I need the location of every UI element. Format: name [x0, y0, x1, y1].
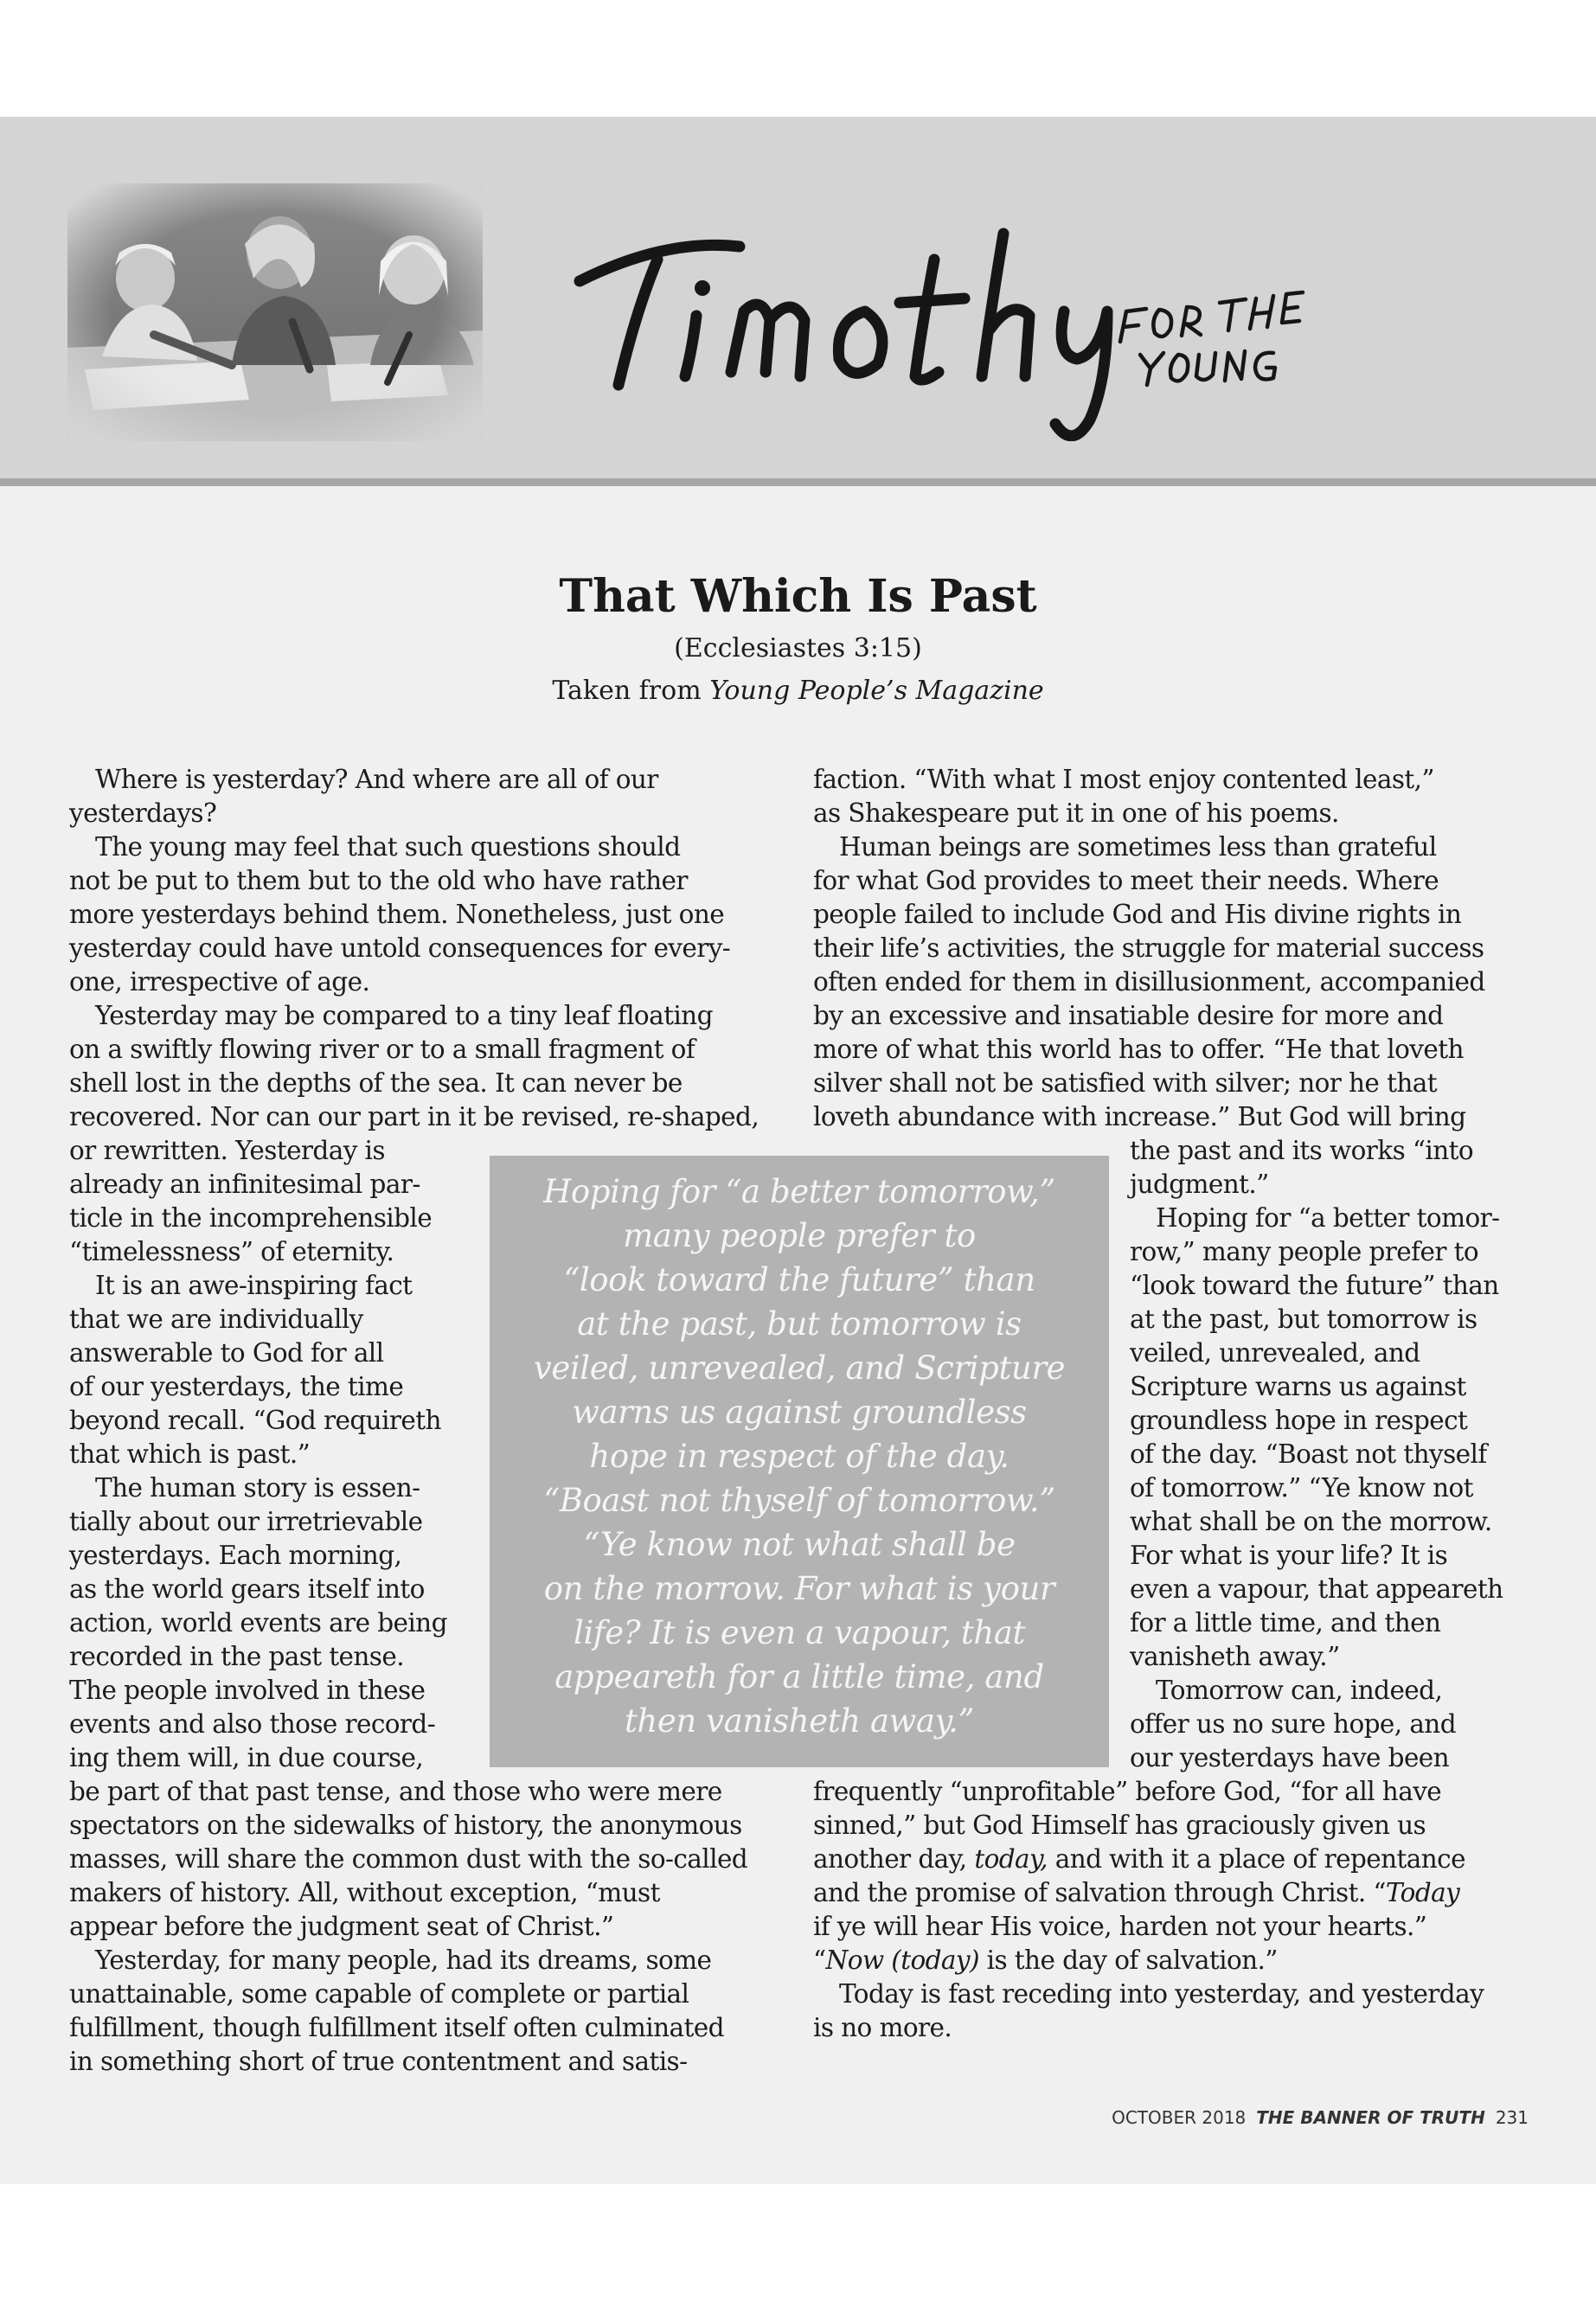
left-line: The people involved in these [69, 1676, 426, 1705]
right-line: the past and its works “into [1130, 1136, 1474, 1165]
right-line: vanisheth away.” [1130, 1642, 1340, 1671]
left-line: ticle in the incomprehensible [69, 1203, 433, 1233]
right-line [813, 1876, 1459, 1910]
right-line: sinned,” but God Himself has graciously given us [813, 1811, 1426, 1840]
right-line: “look toward the future” than [1130, 1271, 1499, 1300]
pull-quote-line: many people prefer to [623, 1217, 976, 1254]
left-line: on a swiftly flowing river or to a small fragment of [69, 1035, 695, 1064]
right-line: if ye will hear His voice, harden not your hearts.” [813, 1912, 1427, 1941]
right-line: Scripture warns us against [1130, 1372, 1466, 1401]
right-line: for what God provides to meet their needs. Where [813, 866, 1439, 895]
pull-quote-line: veiled, unrevealed, and Scripture [533, 1349, 1066, 1387]
text-run: another day, [813, 1844, 975, 1874]
right-line [813, 1843, 1465, 1876]
text-run-italic: today, [974, 1844, 1048, 1874]
pull-quote-line: then vanisheth away.” [624, 1702, 975, 1740]
right-line: is no more. [813, 2013, 952, 2042]
left-line: already an infinitesimal par- [69, 1170, 420, 1199]
right-line: Hoping for “a better tomor- [1156, 1203, 1500, 1233]
right-line: row,” many people prefer to [1130, 1237, 1479, 1266]
timothy-for-the-young-logo [554, 199, 1358, 441]
right-line: judgment.” [1130, 1170, 1269, 1199]
right-line: Today is fast receding into yesterday, and yesterday [839, 1979, 1484, 2009]
pull-quote-line: at the past, but tomorrow is [577, 1305, 1022, 1343]
article-source [0, 669, 1596, 714]
left-line: of our yesterdays, the time [69, 1372, 404, 1401]
right-line: for a little time, and then [1130, 1608, 1441, 1638]
left-line: events and also those record- [69, 1709, 436, 1739]
left-line: It is an awe-inspiring fact [95, 1271, 413, 1300]
right-line: Human beings are sometimes less than grateful [839, 832, 1437, 862]
pull-quote-line: Hoping for “a better tomorrow,” [543, 1173, 1055, 1210]
pull-quote-line: life? It is even a vapour, that [574, 1614, 1025, 1651]
right-line: at the past, but tomorrow is [1130, 1304, 1477, 1334]
left-line: fulfillment, though fulfillment itself often culminated [69, 2013, 724, 2042]
article-heading [0, 567, 1596, 714]
pull-quote-line: “look toward the future” than [563, 1261, 1035, 1298]
logo-lettering [554, 199, 1358, 441]
scripture-reference: (Ecclesiastes 3:15) [674, 633, 922, 663]
left-line: Where is yesterday? And where are all of our [95, 765, 658, 794]
left-line: “timelessness” of eternity. [69, 1237, 394, 1266]
left-line: The human story is essen- [95, 1473, 420, 1503]
pull-quote-line: warns us against groundless [572, 1394, 1027, 1431]
right-line [813, 1944, 1278, 1977]
pull-quote [490, 1156, 1109, 1767]
right-line: Tomorrow can, indeed, [1156, 1676, 1443, 1705]
left-line: answerable to God for all [69, 1338, 384, 1368]
left-line: beyond recall. “God requireth [69, 1406, 441, 1435]
left-line: be part of that past tense, and those who were mere [69, 1777, 722, 1806]
left-line: more yesterdays behind them. Nonetheless, just one [69, 900, 725, 929]
pull-quote-line: appeareth for a little time, and [554, 1658, 1044, 1695]
left-line: in something short of true contentment and satis- [69, 2047, 688, 2076]
left-line: ing them will, in due course, [69, 1743, 424, 1772]
header-rule [0, 478, 1596, 486]
left-line: as the world gears itself into [69, 1574, 425, 1604]
right-line: more of what this world has to offer. “He that loveth [813, 1035, 1464, 1064]
right-line: veiled, unrevealed, and [1130, 1338, 1420, 1368]
left-line: The young may feel that such questions should [95, 832, 681, 862]
left-line: that we are individually [69, 1304, 363, 1334]
text-run: and with it a place of repentance [1047, 1844, 1465, 1874]
left-line: yesterdays. Each morning, [69, 1541, 402, 1570]
left-line: shell lost in the depths of the sea. It can never be [69, 1068, 683, 1098]
left-line: spectators on the sidewalks of history, the anonymous [69, 1811, 742, 1840]
source-title: Young People’s Magazine [709, 676, 1044, 706]
text-run: is the day of salvation.” [978, 1945, 1278, 1975]
pull-quote-line: “Boast not thyself of tomorrow.” [543, 1482, 1055, 1519]
left-line: yesterday could have untold consequences for every- [69, 933, 731, 963]
right-line: faction. “With what I most enjoy contented least,” [813, 765, 1434, 794]
right-line: silver shall not be satisfied with silver; nor he that [813, 1068, 1437, 1098]
magazine-name: THE BANNER OF TRUTH [1256, 2107, 1485, 2128]
left-line: recovered. Nor can our part in it be revised, re-shaped, [69, 1102, 760, 1131]
right-line: of tomorrow.” “Ye know not [1130, 1473, 1473, 1503]
children-drawing-illustration [67, 183, 483, 441]
right-line: our yesterdays have been [1130, 1743, 1450, 1772]
left-line: one, irrespective of age. [69, 967, 370, 997]
left-line: makers of history. All, without exception, “must [69, 1878, 660, 1907]
issue-date: OCTOBER 2018 [1112, 2107, 1247, 2128]
left-line: Yesterday, for many people, had its dreams, some [95, 1945, 712, 1975]
left-line: recorded in the past tense. [69, 1642, 404, 1671]
right-line: frequently “unprofitable” before God, “for all have [813, 1777, 1442, 1806]
top-margin [0, 0, 1596, 117]
left-line: appear before the judgment seat of Christ.” [69, 1912, 614, 1941]
source-prefix: Taken from [552, 676, 710, 706]
left-line: action, world events are being [69, 1608, 447, 1638]
right-line: even a vapour, that appeareth [1130, 1574, 1503, 1604]
right-line: by an excessive and insatiable desire for more and [813, 1001, 1444, 1030]
left-line: not be put to them but to the old who have rather [69, 866, 688, 895]
pull-quote-line: on the morrow. For what is your [543, 1570, 1055, 1607]
text-run: and the promise of salvation through Christ. “ [813, 1878, 1386, 1907]
left-line: that which is past.” [69, 1439, 311, 1469]
text-run-italic: Today [1385, 1878, 1460, 1907]
page-footer [1112, 2107, 1529, 2128]
pull-quote-line: “Ye know not what shall be [583, 1526, 1016, 1563]
left-line: Yesterday may be compared to a tiny leaf floating [95, 1001, 713, 1030]
header-photo-children [67, 183, 483, 441]
article-title: That Which Is Past [559, 570, 1037, 623]
right-line: groundless hope in respect [1130, 1406, 1468, 1435]
left-line: or rewritten. Yesterday is [69, 1136, 385, 1165]
right-line: of the day. “Boast not thyself [1130, 1439, 1487, 1469]
right-line: as Shakespeare put it in one of his poems. [813, 798, 1339, 828]
left-line: masses, will share the common dust with the so-called [69, 1844, 748, 1874]
page-number: 231 [1495, 2107, 1529, 2128]
left-line: yesterdays? [69, 798, 217, 828]
right-line: loveth abundance with increase.” But God will bring [813, 1102, 1466, 1131]
pull-quote-line: hope in respect of the day. [589, 1438, 1010, 1475]
left-line: tially about our irretrievable [69, 1507, 423, 1536]
bottom-margin [0, 2184, 1596, 2301]
text-run-italic: Now (today) [825, 1945, 979, 1975]
right-line: their life’s activities, the struggle for material success [813, 933, 1484, 963]
right-line: people failed to include God and His divine rights in [813, 900, 1462, 929]
right-line: what shall be on the morrow. [1130, 1507, 1492, 1536]
right-line: For what is your life? It is [1130, 1541, 1448, 1570]
text-run: “ [813, 1945, 826, 1975]
right-line: often ended for them in disillusionment, accompanied [813, 967, 1485, 997]
right-line: offer us no sure hope, and [1130, 1709, 1456, 1739]
left-line: unattainable, some capable of complete or partial [69, 1979, 689, 2009]
